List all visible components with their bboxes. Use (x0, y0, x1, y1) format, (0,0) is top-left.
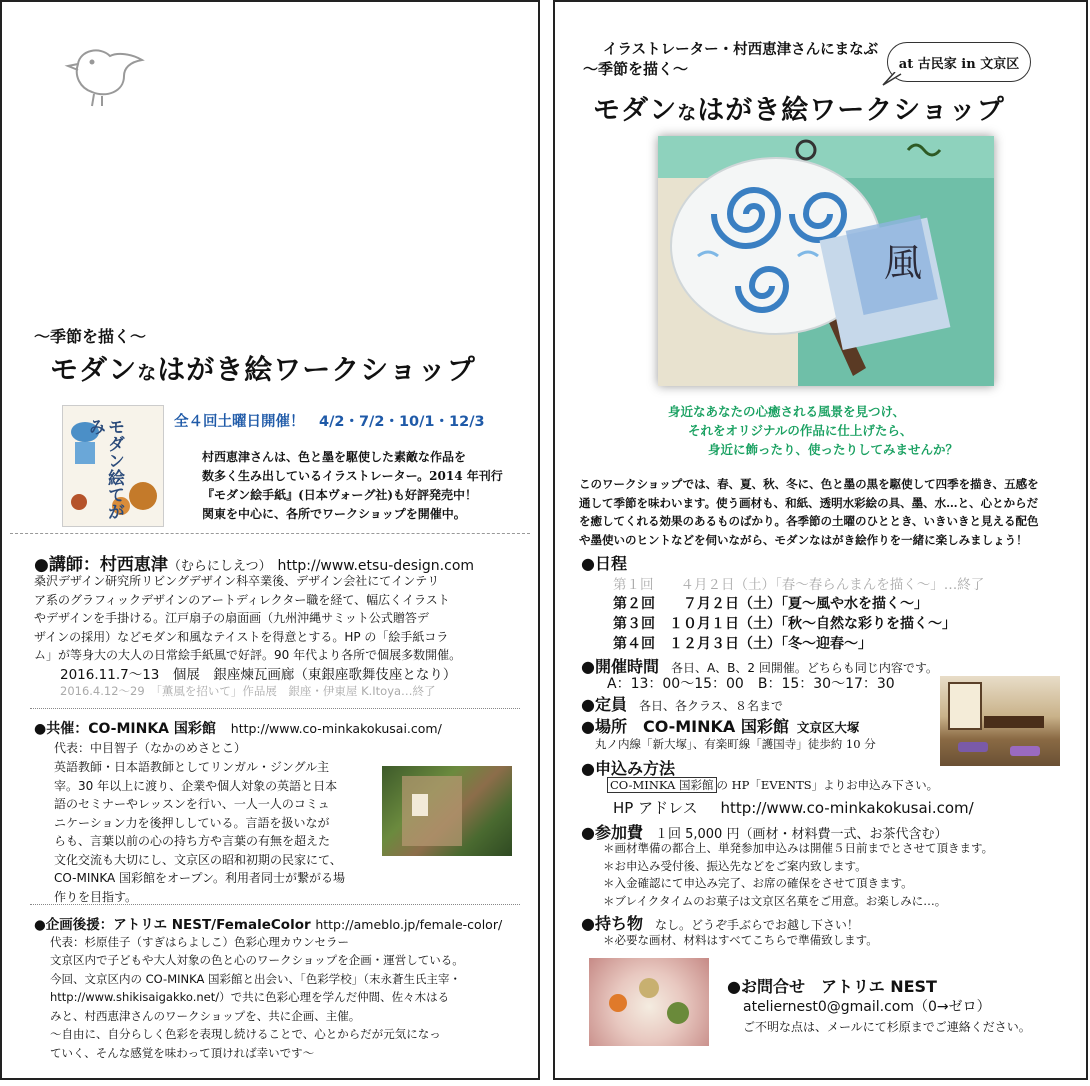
right-title-c: はがき絵ワークショップ (697, 95, 1005, 126)
tagline-line: 身近なあなたの心癒される風景を見つけ、 (668, 404, 906, 419)
venue-heading: ●場所 CO-MINKA 国彩館 (581, 717, 789, 736)
sponsor-line: 文京区内で子どもや大人対象の色と心のワークショップを企画・運営している。 (50, 953, 464, 967)
hp-label: HP アドレス (613, 799, 698, 817)
cohost-house-photo (382, 766, 512, 856)
bring-note: なし。どうぞ手ぶらでお越し下さい！ (654, 918, 859, 932)
sponsor-body (50, 951, 530, 1062)
schedule-item-4: 第４回 １２月３日（土）「冬〜迎春〜」 (613, 636, 872, 652)
house-wall (402, 776, 462, 846)
capacity-note: 各日、各クラス、８名まで (638, 699, 783, 713)
schedule-heading: ●日程 (581, 554, 627, 573)
capacity-heading: ●定員 (581, 695, 627, 714)
schedule-item-2: 第２回 ７月２日（土）「夏〜風や水を描く〜」 (613, 596, 928, 612)
hero-card-kanji: 風 (884, 241, 923, 285)
left-subtitle: 〜季節を描く〜 (34, 327, 147, 346)
sponsor-rep: 代表：杉原佳子（すぎはらよしこ）色彩心理カウンセラー (50, 935, 349, 949)
hp-row (613, 797, 974, 818)
exhibit-current: 2016.11.7〜13 個展 銀座煉瓦画廊（東銀座歌舞伎座となり） (60, 667, 457, 683)
sweet-item (609, 994, 627, 1012)
cohost-rep: 代表：中目智子（なかのめさとこ） (54, 741, 247, 755)
contact-email-link[interactable]: ateliernest0@gmail.com（0→ゼロ） (743, 999, 991, 1015)
bio-line: 桑沢デザイン研究所リビングデザイン科卒業後、デザイン会社にてインテリ (34, 574, 440, 588)
apply-site-box[interactable]: CO-MINKA 国彩館 (607, 777, 717, 793)
sponsor-line: http://www.shikisaigakko.net/）で共に色彩心理を学んだ仲間、佐々木はる (50, 990, 450, 1004)
description-line: 通して季節を味わいます。使う画材も、和紙、透明水彩絵の具、墨、水…と、心とからだ (579, 495, 1039, 510)
cohost-line: 宰。30 年以上に渡り、企業や個人対象の英語と日本 (54, 778, 338, 793)
bubble-tail-icon (881, 72, 905, 86)
right-flyer-page (553, 0, 1088, 1080)
sponsor-line: 今回、文京区内の CO-MINKA 国彩館と出会い、「色彩学校」（末永蒼生氏主宰・ (50, 971, 461, 986)
instructor-heading: ●講師：村西恵津 (34, 555, 168, 575)
cohost-heading-row (34, 718, 442, 738)
sweet-item (667, 1002, 689, 1024)
sweet-item (639, 978, 659, 998)
instructor-url-link[interactable]: http://www.etsu-design.com (277, 558, 475, 574)
cohost-url-link[interactable]: http://www.co-minkakokusai.com/ (230, 721, 442, 736)
sponsor-line: ていく、そんな感覚を味わって頂ければ幸いです〜 (50, 1045, 315, 1060)
intro-line: 村西恵津さんは、色と墨を駆使した素敵な作品を (202, 450, 467, 464)
time-slots: A：13：00〜15：00 B：15：30〜17：30 (607, 676, 895, 692)
cohost-heading: ●共催：CO-MINKA 国彩館 (34, 721, 216, 737)
tagline-line: それをオリジナルの作品に仕上げたら、 (688, 423, 913, 438)
tagline (555, 402, 1088, 459)
venue-area: 文京区大塚 (796, 720, 860, 735)
sweets-photo (589, 958, 709, 1046)
apply-text: の HP「EVENTS」よりお申込み下さい。 (716, 778, 939, 792)
right-title-a: モダン (593, 95, 678, 126)
left-intro (202, 448, 503, 524)
fee-details (603, 840, 993, 910)
divider (30, 904, 520, 905)
bring-detail: ＊必要な画材、材料はすべてこちらで準備致します。 (603, 933, 878, 947)
bio-line: ア系のグラフィックデザインのアートディレクター職を経て、幅広くイラスト (34, 592, 450, 607)
cohost-line: らも、言葉以前の心の持ち方や言葉の有無を超えた (54, 834, 331, 848)
bring-heading: ●持ち物 (581, 914, 643, 933)
schedule-item-1: 第１回 ４月２日（土）「春〜春らんまんを描く〜」…終了 (613, 577, 985, 593)
room-cushion (958, 742, 988, 752)
cohost-line: ニケーション力を後押ししている。言語を扱いなが (54, 815, 330, 830)
room-shoji (948, 682, 982, 730)
time-note: 各日、A、B、2 回開催。どちらも同じ内容です。 (670, 661, 938, 675)
sponsor-heading-row (34, 913, 502, 933)
bring-row (581, 911, 859, 934)
venue-access: 丸ノ内線「新大塚」、有楽町線「護国寺」徒歩約 10 分 (595, 737, 876, 751)
left-dates: 全４回土曜日開催！ 4/2・7/2・10/1・12/3 (174, 414, 485, 430)
bio-line: ザインの採用）などモダン和風なテイストを得意とする。HP の「絵手紙コラ (34, 629, 449, 644)
instructor-reading: （むらにしえつ） (167, 559, 272, 574)
time-heading: ●開催時間 (581, 657, 659, 676)
right-top-line: イラストレーター・村西恵津さんにまなぶ (603, 42, 879, 58)
left-title-a: モダン (50, 353, 138, 386)
bio-line: やデザインを手掛ける。江戸扇子の扇面画（九州沖縄サミット公式贈答デ (34, 611, 429, 625)
right-subtitle: 〜季節を描く〜 (583, 60, 689, 78)
left-title (50, 348, 476, 388)
left-title-c: はがき絵ワークショップ (157, 353, 476, 386)
cohost-line: CO-MINKA 国彩館をオープン。利用者同士が繋がる場 (54, 871, 346, 885)
fee-note: １回 5,000 円（画材・材料費一式、お茶代含む） (654, 827, 948, 842)
venue-row (581, 714, 859, 737)
description-line: や墨使いのヒントなどを伺いながら、モダンなはがき絵作りを一緒に楽しみましょう！ (579, 532, 1028, 547)
uchiwa-art (658, 136, 994, 386)
apply-row (607, 777, 938, 793)
hp-url-link[interactable]: http://www.co-minkakokusai.com/ (720, 799, 974, 817)
sponsor-line: みと、村西恵津さんのワークショップを、共に企画、主催。 (50, 1008, 361, 1023)
capacity-row (581, 692, 783, 715)
schedule-item-3: 第３回 １０月１日（土）「秋〜自然な彩りを描く〜」 (613, 616, 956, 632)
description (579, 475, 1084, 549)
hero-uchiwa-photo (658, 136, 994, 386)
venue-room-photo (940, 676, 1060, 766)
cohost-line: 英語教師・日本語教師としてリンガル・ジングル主 (54, 760, 330, 774)
exhibit-past: 2016.4.12〜29 「薫風を招いて」作品展 銀座・伊東屋 K.Itoya…終了 (60, 684, 436, 698)
tagline-line: 身近に飾ったり、使ったりしてみませんか？ (708, 442, 959, 457)
book-cover-title: モダン絵てがみ (85, 418, 124, 520)
cohost-line: 語のセミナーやレッスンを行い、一人一人のコミュ (54, 797, 330, 811)
room-cushion (1010, 746, 1040, 756)
intro-line: 数多く生み出しているイラストレーター。2014 年刊行 (202, 469, 503, 483)
book-cover-image (62, 405, 164, 527)
instructor-bio (34, 572, 534, 665)
cohost-body (54, 758, 374, 906)
cohost-line: 文化交流も大切にし、文京区の昭和初期の民家にて、 (54, 852, 342, 867)
room-table (984, 716, 1044, 728)
fee-detail-line: ＊入金確認にて申込み完了、お席の確保をさせて頂きます。 (603, 876, 913, 890)
fee-detail-line: ＊画材準備の都合上、単発参加申込みは開催５日前までとさせて頂きます。 (603, 841, 994, 855)
house-window (412, 794, 428, 816)
fee-detail-line: ＊お申込み受付後、振込先などをご案内致します。 (603, 858, 867, 873)
sponsor-line: 〜自由に、自分らしく色彩を表現し続けることで、心とからだが元気になっ (50, 1027, 441, 1041)
sponsor-url-link[interactable]: http://ameblo.jp/female-color/ (315, 917, 503, 932)
location-bubble: at 古民家 in 文京区 (887, 42, 1031, 82)
right-title-b: な (677, 102, 698, 124)
fee-heading: ●参加費 (581, 823, 643, 842)
left-title-b: な (137, 362, 158, 384)
right-title (593, 88, 1005, 127)
contact-heading: ●お問合せ アトリエ NEST (727, 977, 937, 996)
description-line: を癒してくれる効果のあるものばかり。各季節の土曜のひととき、いきいきと見える配色 (579, 514, 1039, 528)
intro-line: 関東を中心に、各所でワークショップを開催中。 (202, 507, 466, 521)
left-flyer-page (0, 0, 540, 1080)
sponsor-heading: ●企画後援：アトリエ NEST/FemaleColor (34, 917, 311, 933)
divider (30, 708, 520, 709)
fee-detail-line: ＊ブレイクタイムのお菓子は文京区名菓をご用意。お楽しみに…。 (603, 893, 947, 908)
intro-line: 『モダン絵手紙』(日本ヴォーグ社)も好評発売中！ (202, 488, 477, 502)
contact-note: ご不明な点は、メールにて杉原までご連絡ください。 (743, 1020, 1031, 1034)
cohost-line: 作りを目指す。 (54, 889, 138, 904)
divider (10, 533, 530, 534)
bird-icon (62, 42, 152, 112)
apply-heading: ●申込み方法 (581, 759, 675, 778)
description-line: このワークショップでは、春、夏、秋、冬に、色と墨の黒を駆使して四季を描き、五感を (579, 477, 1039, 491)
bio-line: ム」が等身大の大人の日常絵手紙風で好評。90 年代より各所で個展多数開催。 (34, 648, 462, 662)
